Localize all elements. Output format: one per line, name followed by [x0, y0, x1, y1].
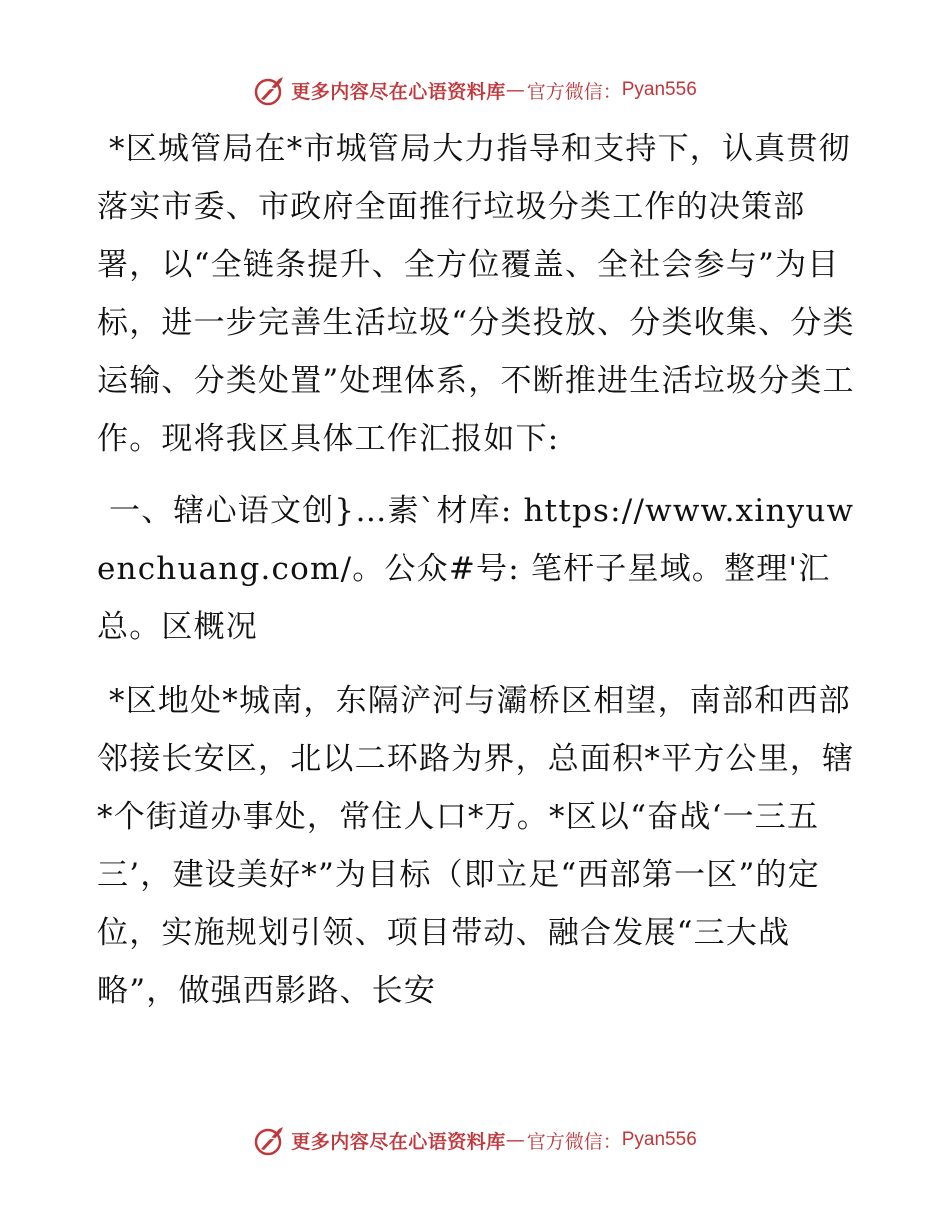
paragraph-intro: *区城管局在*市城管局大力指导和支持下，认真贯彻落实市委、市政府全面推行垃圾分类工作的决策部署，以“全链条提升、全方位覆盖、全社会参与”为目标，进一步完善生活垃圾“分类投放、分类收集、分类运输、分类处置”处理体系，不断推进生活垃圾分类工作。现将我区具体工作汇报如下: [97, 131, 855, 457]
quill-pen-logo-icon [253, 1123, 287, 1157]
banner-brand-text: 更多内容尽在心语资料库 [291, 80, 506, 103]
banner-separator: — [505, 79, 525, 101]
banner-wechat-id: Pyan556 [621, 79, 697, 100]
banner-wechat-label: 官方微信： [526, 80, 622, 103]
header-banner [0, 70, 950, 110]
banner-brand-text: 更多内容尽在心语资料库 [291, 1130, 506, 1153]
footer-banner [0, 1120, 950, 1160]
section-heading-overview: 一、辖心语文创}…素`材库: https://www.xinyuwenchuang.com/。公众#号: 笔杆子星域。整理'汇总。区概况 [97, 493, 855, 645]
banner-wechat-label: 官方微信： [526, 1130, 622, 1153]
banner-wechat-id: Pyan556 [621, 1129, 697, 1150]
quill-pen-logo-icon [253, 73, 287, 107]
banner-separator: — [505, 1129, 525, 1151]
paragraph-overview: *区地处*城南，东隔浐河与灞桥区相望，南部和西部邻接长安区，北以二环路为界，总面积*平方公里，辖*个街道办事处，常住人口*万。*区以“奋战‘一三五三’，建设美好*”为目标（即立足“西部第一区”的定位，实施规划引领、项目带动、融合发展“三大战略”，做强西影路、长安 [97, 683, 855, 1009]
document-body [97, 120, 857, 1034]
